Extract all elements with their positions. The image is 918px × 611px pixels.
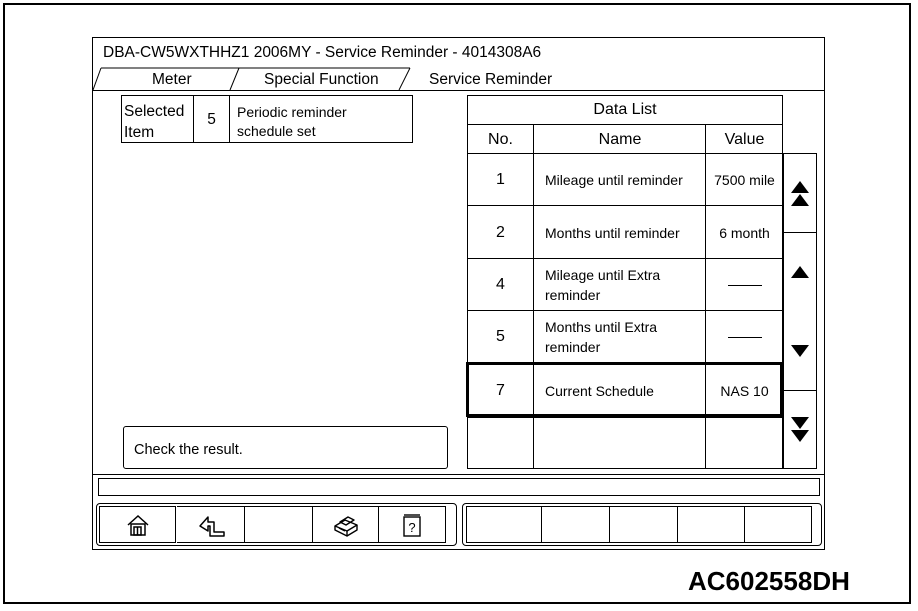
scroll-column: [783, 153, 817, 469]
row-3-name-line2: reminder: [545, 287, 601, 303]
home-button[interactable]: [99, 506, 176, 543]
page-up-button[interactable]: [784, 154, 816, 233]
function-button-4[interactable]: [678, 506, 745, 543]
selected-item-desc-line1: Periodic reminder: [237, 104, 347, 120]
row-3-name: [534, 259, 706, 311]
selected-item-header-line1: Selected: [124, 103, 185, 120]
row-5-name-text: Current Schedule: [545, 382, 654, 399]
status-separator: [93, 474, 824, 475]
function-button-1[interactable]: [466, 506, 542, 543]
row-3-name-line1: Mileage until Extra: [545, 267, 661, 283]
line-down-button[interactable]: [784, 312, 816, 391]
row-4-no: 5: [496, 328, 505, 345]
selected-item-header: [122, 96, 194, 142]
row-2-no: 2: [496, 223, 505, 241]
tab-service-reminder[interactable]: Service Reminder: [429, 71, 553, 88]
function-button-3[interactable]: [610, 506, 678, 543]
window-title: DBA-CW5WXTHHZ1 2006MY - Service Reminder - 4014308A6: [103, 44, 542, 61]
function-button-2[interactable]: [542, 506, 610, 543]
tab-meter[interactable]: Meter: [152, 71, 192, 88]
message-box: [123, 426, 448, 469]
selected-item-desc-line2: schedule set: [237, 123, 316, 139]
highlighted-row-frame: [466, 362, 783, 417]
page-up-icon: [791, 181, 809, 193]
function-button-5[interactable]: [745, 506, 812, 543]
blank-button[interactable]: [245, 506, 313, 543]
print-button[interactable]: [313, 506, 379, 543]
tab-baseline-left: [93, 90, 393, 91]
print-icon: [331, 512, 361, 538]
page-down-icon: [791, 417, 809, 429]
row-1-value: 7500 mile: [714, 172, 775, 188]
row-1-no: 1: [496, 171, 505, 188]
selected-item-header-line2: Item: [124, 124, 155, 141]
row-1-name: [534, 154, 706, 206]
row-2-value: 6 month: [719, 224, 770, 241]
line-up-button[interactable]: [784, 233, 816, 311]
row-3-no: 4: [496, 276, 505, 293]
selected-item-description: [230, 96, 412, 142]
page-up-icon-second: [791, 194, 809, 206]
row-4-name: [534, 311, 706, 363]
back-button[interactable]: [177, 506, 245, 543]
home-icon: [124, 512, 152, 538]
row-2-name: [534, 206, 706, 259]
row-1-name-text: Mileage until reminder: [545, 172, 683, 188]
line-down-icon: [791, 345, 809, 357]
row-5-value: NAS 10: [720, 382, 769, 399]
status-bar: [98, 478, 820, 496]
tab-special-function[interactable]: Special Function: [264, 71, 379, 88]
selected-item-box: [121, 95, 413, 143]
back-icon: [194, 512, 228, 538]
row-3-value: [706, 259, 783, 311]
data-list-title: Data List: [593, 101, 657, 118]
selected-item-number: 5: [194, 96, 230, 142]
column-header-no: No.: [488, 130, 513, 148]
empty-value-dash: [728, 337, 762, 338]
svg-text:?: ?: [408, 519, 416, 535]
page-down-icon-second: [791, 430, 809, 442]
row-4-name-line1: Months until Extra: [545, 319, 658, 335]
help-icon: [401, 512, 423, 538]
row-4-name-line2: reminder: [545, 339, 601, 355]
page-down-button[interactable]: [784, 391, 816, 468]
toolbar-left-group: [96, 503, 457, 546]
row-5-no: 7: [496, 381, 505, 399]
column-header-name: Name: [598, 130, 642, 148]
toolbar-right-group: [462, 503, 822, 546]
column-header-value: Value: [724, 130, 765, 148]
row-2-name-text: Months until reminder: [545, 224, 680, 241]
message-text: Check the result.: [134, 442, 243, 458]
help-button[interactable]: [379, 506, 446, 543]
figure-code: AC602558DH: [688, 566, 850, 596]
empty-value-dash: [728, 285, 762, 286]
toolbar: [93, 500, 824, 549]
row-4-value: [706, 311, 783, 363]
line-up-icon: [791, 266, 809, 278]
tab-baseline: [393, 90, 824, 91]
